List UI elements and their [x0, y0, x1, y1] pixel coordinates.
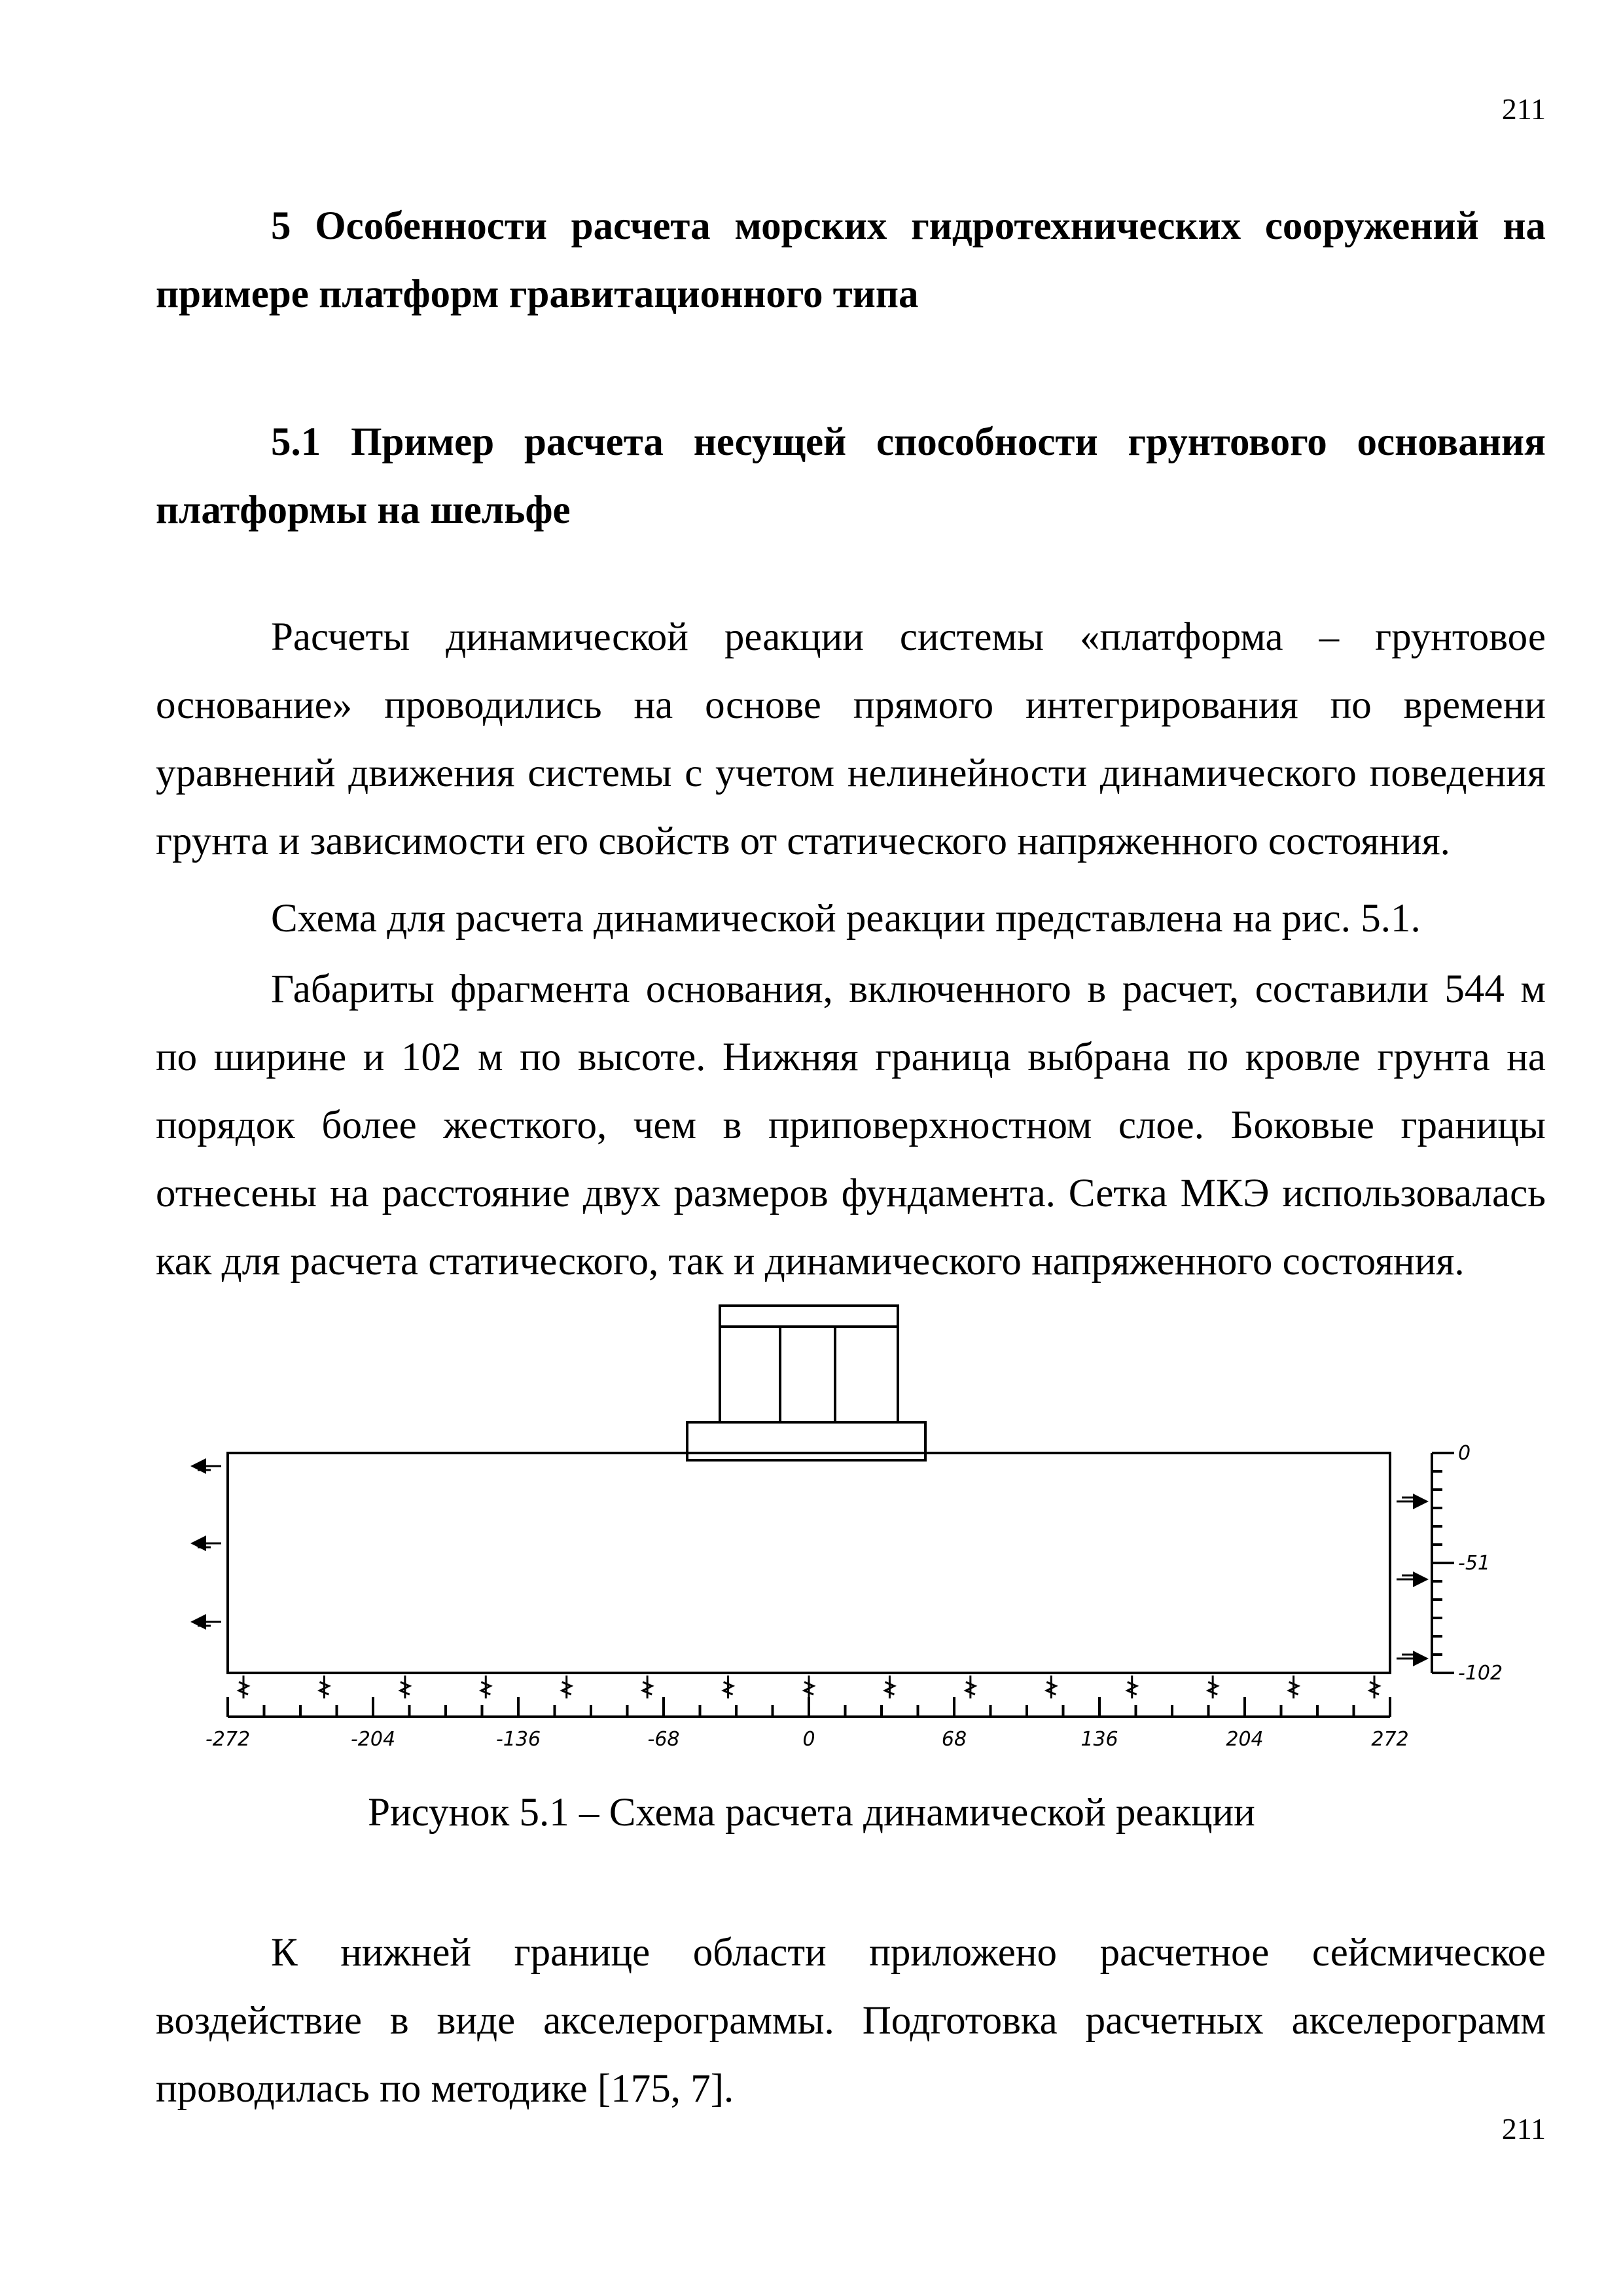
x-tick-label: 0	[802, 1728, 815, 1751]
x-axis	[228, 1697, 1390, 1717]
section-heading: 5.1 Пример расчета несущей способности грунтового основания платформы на шельфе	[156, 420, 1546, 532]
right-boundary-arrows	[1397, 1498, 1427, 1659]
seismic-input-symbol	[724, 1676, 733, 1698]
x-tick-label: 204	[1226, 1728, 1264, 1751]
figure-caption: Рисунок 5.1 – Схема расчета динамической реакции	[368, 1791, 1255, 1835]
seismic-input-symbol	[1208, 1676, 1217, 1698]
x-tick-label: -204	[350, 1728, 396, 1751]
left-boundary-arrow	[192, 1622, 221, 1626]
page-number-top: 211	[1501, 92, 1546, 126]
seismic-input-symbol	[966, 1676, 975, 1698]
x-tick-label: -136	[495, 1728, 541, 1751]
right-boundary-arrow	[1397, 1575, 1427, 1579]
right-boundary-arrow	[1397, 1655, 1427, 1659]
page-number-bottom: 211	[1501, 2112, 1546, 2145]
x-axis-labels	[205, 1728, 1409, 1751]
x-tick-label: -68	[647, 1728, 680, 1751]
x-tick-label: -272	[205, 1728, 251, 1751]
seismic-input-symbol	[885, 1676, 894, 1698]
x-tick-label: 68	[941, 1728, 967, 1751]
paragraph-2: Схема для расчета динамической реакции представлена на рис. 5.1.	[271, 897, 1421, 941]
calculation-scheme-figure	[183, 1306, 1503, 1803]
left-boundary-arrows	[192, 1466, 221, 1626]
chapter-heading: 5 Особенности расчета морских гидротехнических сооружений на примере платформ гравитационного типа	[156, 204, 1546, 316]
seismic-input-symbols	[239, 1676, 1379, 1698]
platform-structure	[687, 1306, 925, 1460]
left-boundary-arrow	[192, 1543, 221, 1547]
soil-domain	[228, 1453, 1390, 1673]
right-boundary-arrow	[1397, 1498, 1427, 1501]
depth-tick-label: -102	[1458, 1662, 1503, 1685]
depth-axis	[1432, 1453, 1454, 1673]
left-boundary-arrow	[192, 1466, 221, 1470]
seismic-input-symbol	[643, 1676, 652, 1698]
seismic-input-symbol	[1370, 1676, 1379, 1698]
depth-tick-label: 0	[1458, 1442, 1471, 1465]
seismic-input-symbol	[401, 1676, 410, 1698]
seismic-input-symbol	[319, 1676, 329, 1698]
depth-axis-labels	[1458, 1442, 1503, 1685]
paragraph-4: К нижней границе области приложено расчетное сейсмическое воздействие в виде акселерограммы. Подготовка расчетных акселерограмм проводилась по методике [175, 7].	[156, 1931, 1546, 2111]
paragraph-1: Расчеты динамической реакции системы «платформа – грунтовое основание» проводились на основе прямого интегрирования по времени уравнений движения системы с учетом нелинейности динамического поведения грунта и зависимости его свойств от статического напряженного состояния.	[156, 615, 1546, 863]
seismic-input-symbol	[239, 1676, 248, 1698]
seismic-input-symbol	[1046, 1676, 1056, 1698]
x-tick-label: 272	[1371, 1728, 1409, 1751]
seismic-input-symbol	[481, 1676, 490, 1698]
seismic-input-symbol	[1128, 1676, 1137, 1698]
seismic-input-symbol	[562, 1676, 571, 1698]
depth-tick-label: -51	[1458, 1552, 1490, 1575]
seismic-input-symbol	[804, 1676, 813, 1698]
paragraph-3: Габариты фрагмента основания, включенного в расчет, составили 544 м по ширине и 102 м по высоте. Нижняя граница выбрана по кровле грунта на порядок более жесткого, чем в приповерхностном слое. Боковые границы отнесены на расстояние двух размеров фундамента. Сетка МКЭ использовалась как для расчета статического, так и динамического напряженного состояния.	[156, 967, 1546, 1283]
seismic-input-symbol	[1289, 1676, 1298, 1698]
x-tick-label: 136	[1080, 1728, 1118, 1751]
